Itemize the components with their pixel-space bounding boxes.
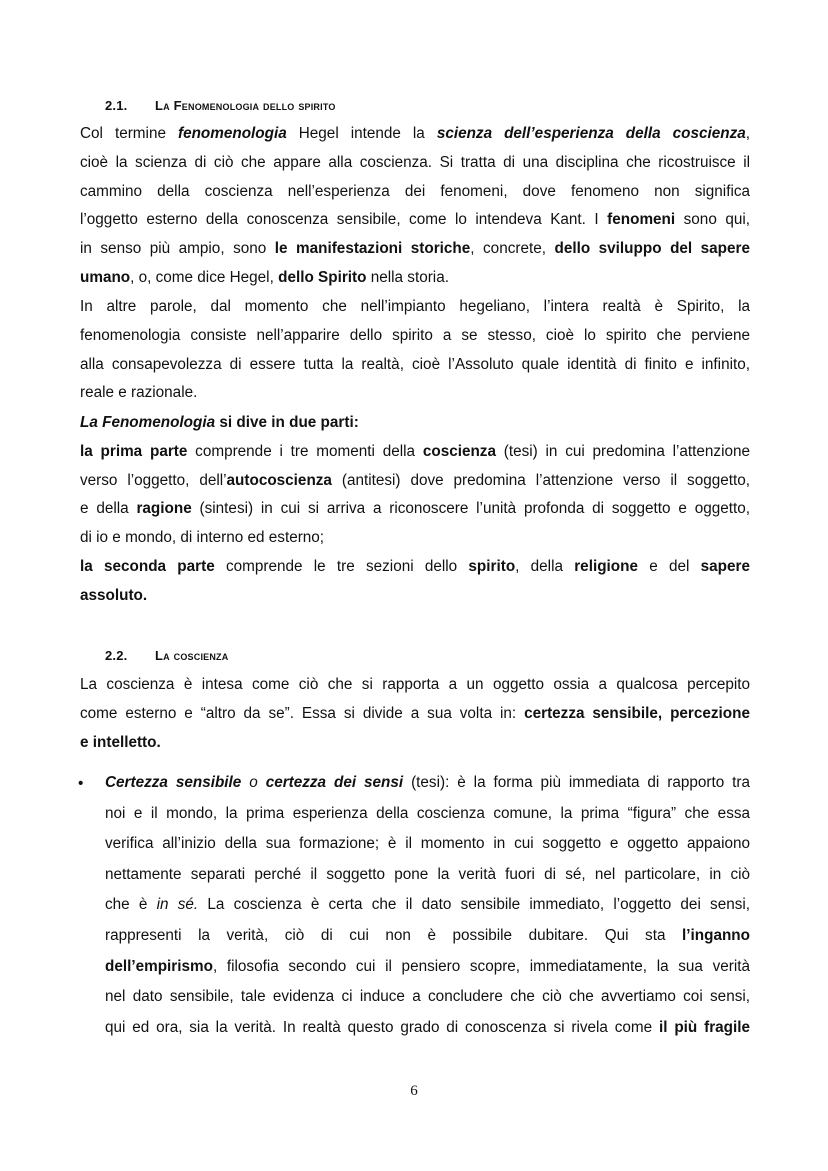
bullet-item-certezza-sensibile [105, 768, 750, 1043]
section-title: La coscienza [155, 648, 229, 663]
paragraph-spirito-realta [80, 293, 750, 408]
text-line [105, 1013, 750, 1044]
text-run: fenomenologia [177, 125, 287, 142]
text-run: (tesi) in cui predomina l’attenzione [495, 442, 750, 460]
section-heading-2-2 [105, 648, 228, 663]
text-run: nella storia. [366, 268, 449, 286]
text-run: Col termine [80, 125, 178, 142]
text-run: comprende le tre sezioni dello [214, 557, 469, 575]
text-run: e intelletto. [80, 733, 161, 751]
text-run: , concrete, [470, 240, 555, 258]
section-number: 2.2. [105, 648, 128, 663]
text-run: sono qui, [675, 211, 750, 229]
text-run: dello sviluppo del sapere [554, 240, 750, 258]
text-run: certezza dei sensi [265, 774, 404, 791]
section-number: 2.1. [105, 98, 128, 113]
text-line [80, 235, 750, 264]
text-run: la prima parte [80, 442, 188, 460]
text-run: in senso più ampio, sono [80, 240, 275, 258]
text-line: cammino della coscienza nell’esperienza dei fenomeni, dove fenomeno non significa [80, 182, 750, 200]
paragraph-due-parti [80, 409, 750, 611]
text-run: le manifestazioni storiche [274, 240, 471, 258]
text-run: coscienza [422, 442, 496, 460]
text-run: l’oggetto esterno della conoscenza sensibile, come lo intendeva Kant. I [80, 211, 608, 229]
text-run: comprende i tre momenti della [187, 442, 423, 460]
text-run: e della [80, 500, 137, 518]
text-line [80, 409, 750, 438]
text-run: ragione [136, 500, 192, 518]
page-number: 6 [410, 1083, 418, 1099]
text-run: certezza sensibile, percezione [524, 704, 750, 722]
text-line [80, 729, 750, 758]
text-run: spirito [468, 557, 516, 575]
text-run: (antitesi) dove predomina l’attenzione verso il soggetto, [331, 471, 750, 489]
text-line [80, 206, 750, 235]
text-run: religione [574, 557, 638, 575]
text-line [80, 120, 750, 149]
text-run: Certezza sensibile [105, 774, 242, 791]
text-run: (sintesi) in cui si arriva a riconoscere l’unità profonda di soggetto e oggetto, [191, 500, 750, 518]
bullet-marker: • [78, 775, 84, 792]
text-run: assoluto. [80, 586, 148, 604]
text-line [80, 553, 750, 582]
text-run: (tesi): è la forma più immediata di rapporto tra [403, 774, 750, 791]
text-run: la seconda parte [80, 557, 215, 575]
text-run: o [241, 774, 266, 791]
text-run: dell’empirismo [105, 957, 213, 975]
text-run: , della [515, 557, 575, 575]
text-line [105, 890, 750, 921]
text-run: autocoscienza [226, 471, 332, 489]
text-run: il più fragile [659, 1018, 750, 1036]
text-line [80, 438, 750, 467]
text-run: scienza dell’esperienza della coscienza [436, 125, 746, 142]
text-run: , [745, 125, 750, 142]
text-line [105, 952, 750, 983]
text-line [80, 264, 750, 293]
text-line: alla consapevolezza di essere tutta la realtà, cioè l’Assoluto quale identità di finito e infinito, [80, 355, 750, 373]
text-line: fenomenologia consiste nell’apparire dello spirito a se stesso, cioè lo spirito che perviene [80, 326, 750, 344]
text-run: qui ed ora, sia la verità. In realtà questo grado di conoscenza si rivela come [105, 1018, 659, 1036]
text-run: verso l’oggetto, dell’ [80, 471, 227, 489]
text-line [80, 582, 750, 611]
text-run: fenomeni [607, 211, 676, 229]
text-line [80, 495, 750, 524]
text-line [80, 467, 750, 496]
section-title: La Fenomenologia dello spirito [155, 98, 336, 113]
text-run: La coscienza è certa che il dato sensibile immediato, l’oggetto dei sensi, [198, 896, 750, 914]
text-run: in sé. [156, 896, 199, 914]
text-line: verifica all’inizio della sua formazione; è il momento in cui soggetto e oggetto appaiono [105, 835, 750, 853]
text-line: In altre parole, dal momento che nell’impianto hegeliano, l’intera realtà è Spirito, la [80, 298, 750, 315]
text-line [105, 921, 750, 952]
section-heading-2-1 [105, 98, 336, 113]
text-run: Hegel intende la [286, 125, 437, 142]
text-line: noi e il mondo, la prima esperienza della coscienza comune, la prima “figura” che essa [105, 804, 750, 822]
text-run: che è [105, 896, 157, 914]
text-line: La coscienza è intesa come ciò che si rapporta a un oggetto ossia a qualcosa percepito [80, 676, 750, 693]
text-line [105, 768, 750, 799]
text-run: come esterno e “altro da se”. Essa si divide a sua volta in: [80, 704, 525, 722]
text-run: La Fenomenologia [80, 414, 216, 431]
text-line: reale e razionale. [80, 384, 198, 402]
paragraph-coscienza [80, 671, 750, 757]
text-run: rappresenti la verità, ciò di cui non è possibile dubitare. Qui sta [105, 926, 683, 944]
paragraph-fenomenologia-definition [80, 120, 750, 293]
text-run: , filosofia secondo cui il pensiero scopre, immediatamente, la sua verità [212, 957, 750, 975]
text-line: cioè la scienza di ciò che appare alla coscienza. Si tratta di una disciplina che ricostruisce il [80, 153, 750, 171]
text-run: , o, come dice Hegel, [130, 268, 279, 286]
text-run: e del [637, 557, 701, 575]
text-line: di io e mondo, di interno ed esterno; [80, 529, 325, 547]
text-run: sapere [700, 557, 750, 575]
text-line: nettamente separati perché il soggetto pone la verità fuori di sé, nel particolare, in ciò [105, 865, 750, 883]
text-run: si dive in due parti: [215, 414, 359, 431]
text-run: dello Spirito [278, 268, 367, 286]
text-run: umano [80, 268, 131, 286]
text-line: nel dato sensibile, tale evidenza ci induce a concludere che ciò che avvertiamo coi sensi, [105, 988, 750, 1006]
text-line [80, 700, 750, 729]
text-run: l’inganno [682, 926, 750, 944]
